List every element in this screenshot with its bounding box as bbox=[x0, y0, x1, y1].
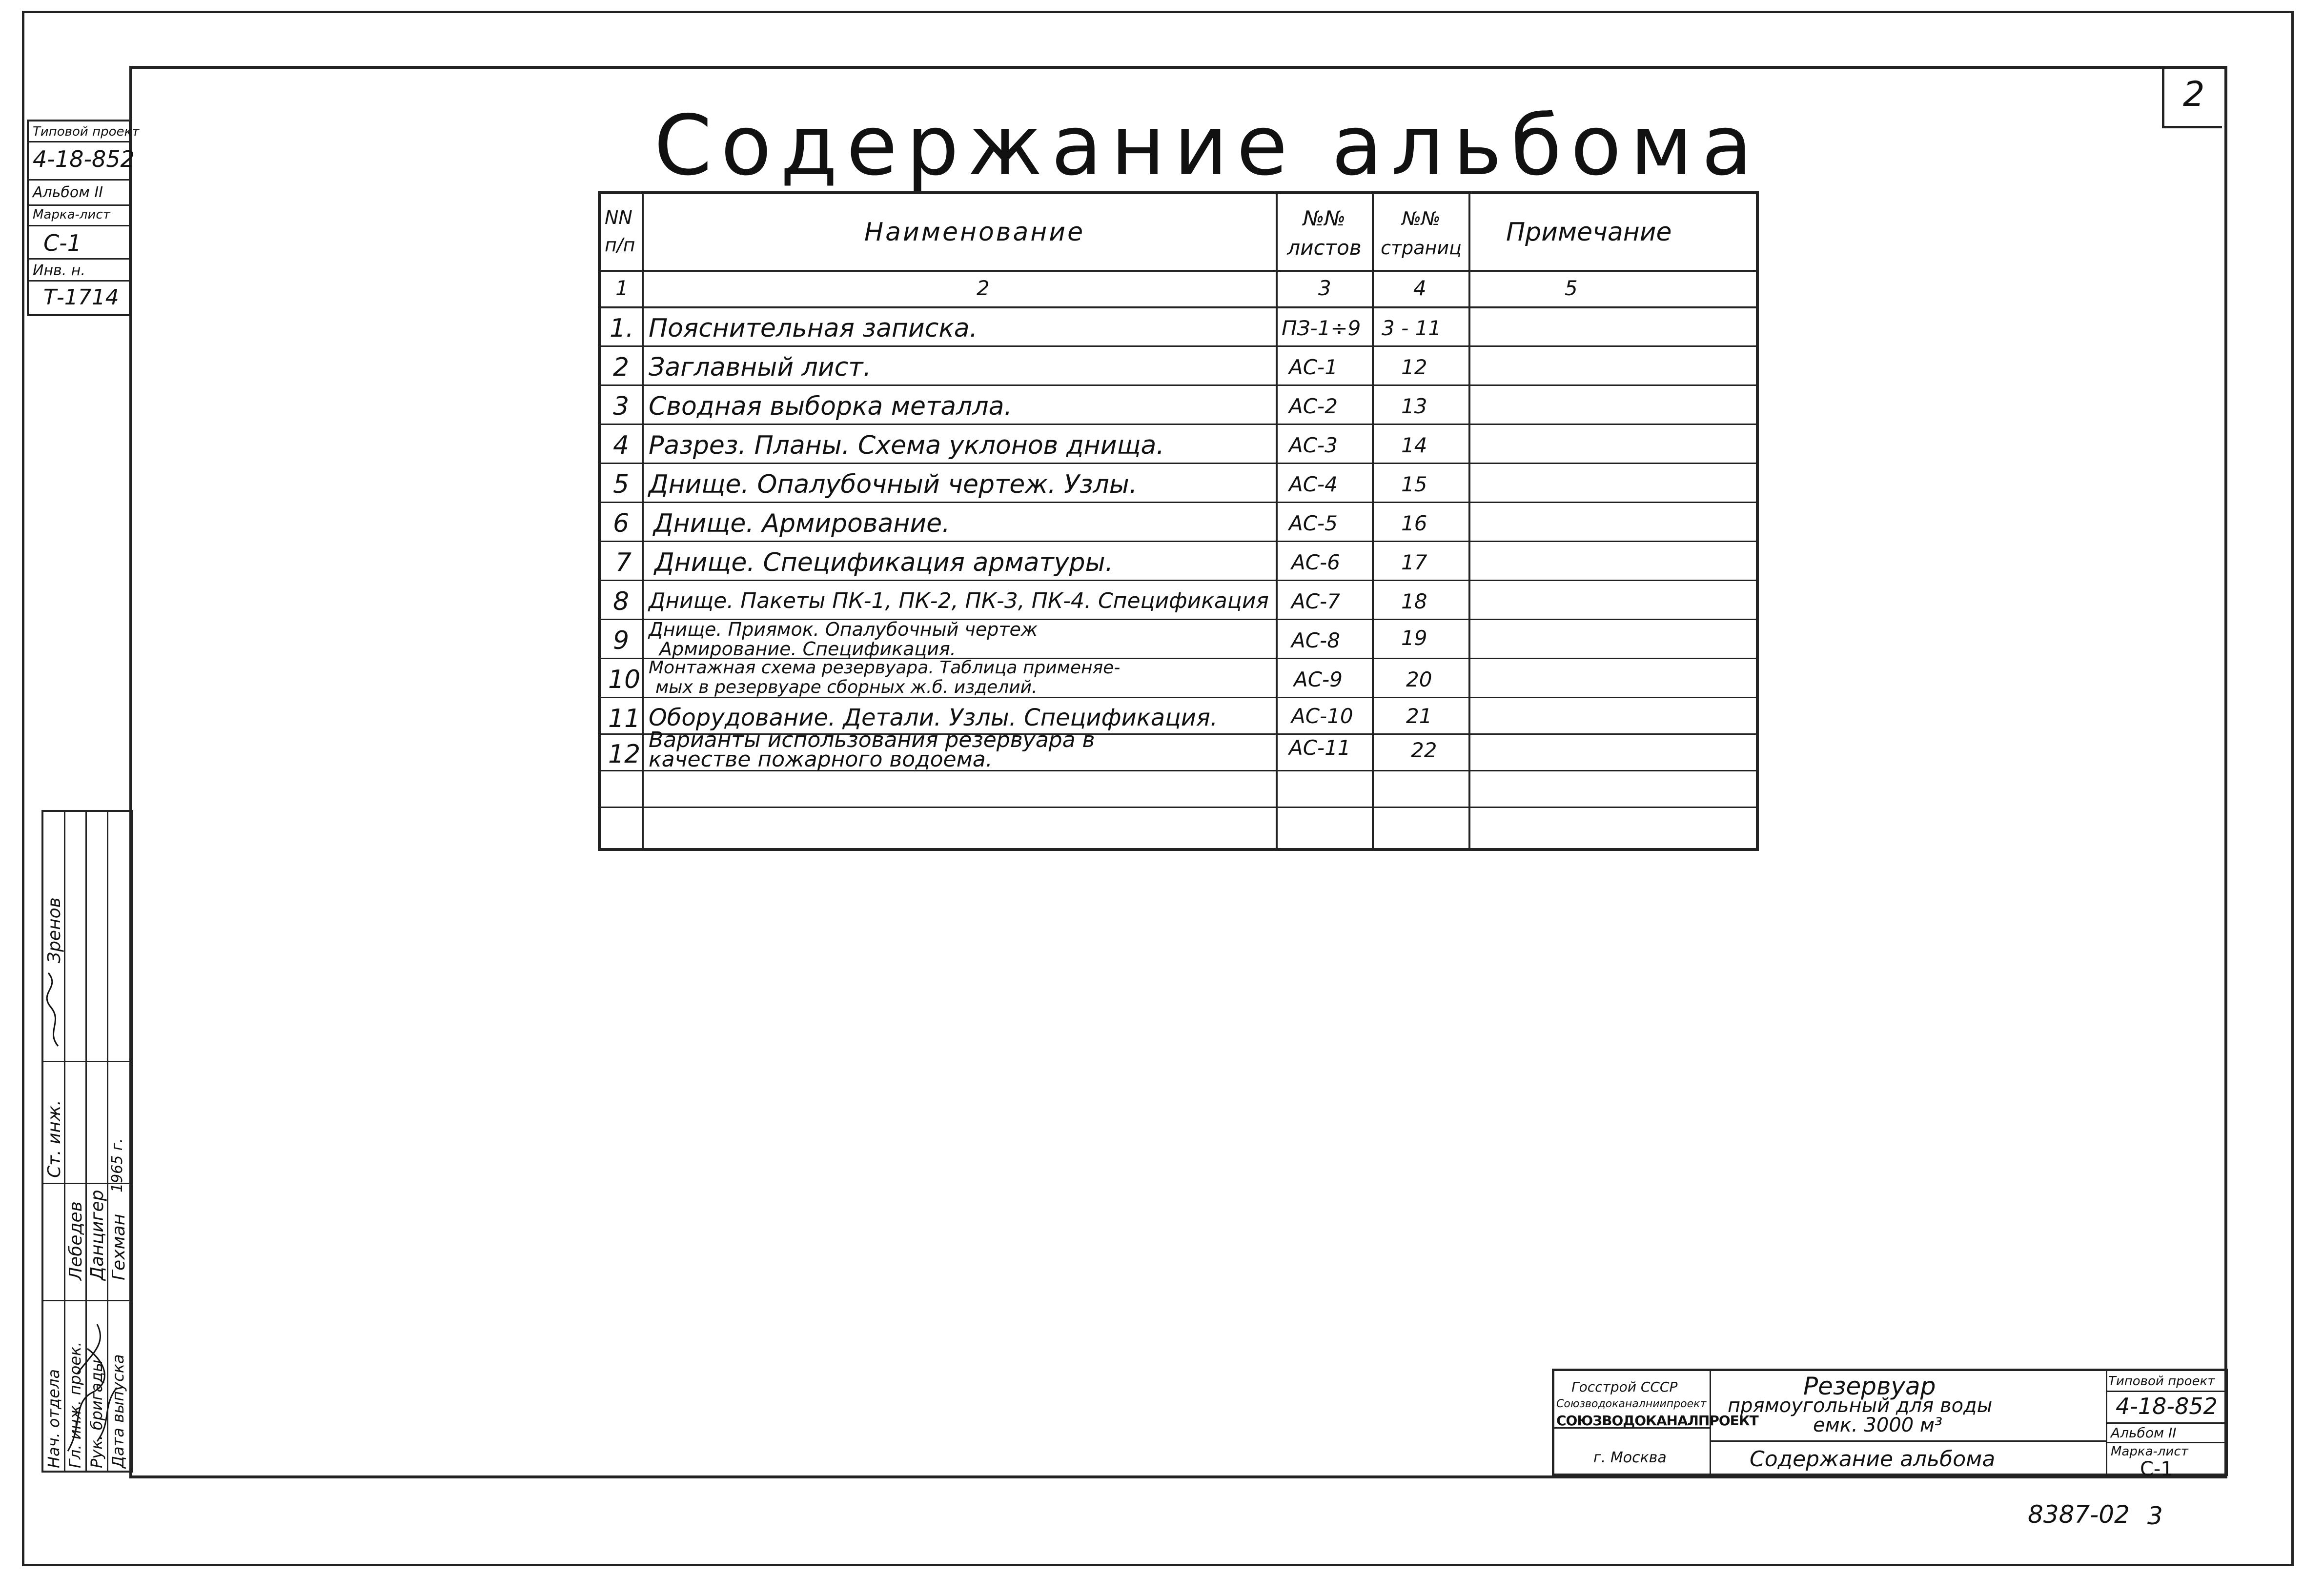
left-stamp-album: Альбом II bbox=[33, 184, 103, 201]
stamp-org-institute: Союзводоканалниипроект bbox=[1556, 1398, 1707, 1410]
page-number: 3 bbox=[2147, 1502, 2163, 1530]
header-name: Наименование bbox=[864, 218, 1085, 247]
row-10-sheet: АС-9 bbox=[1294, 667, 1343, 691]
row-2-name: Заглавный лист. bbox=[649, 353, 872, 382]
row-8-page: 18 bbox=[1401, 589, 1427, 613]
colnum-3: 3 bbox=[1318, 276, 1331, 300]
row-6-page: 16 bbox=[1401, 511, 1427, 535]
row-5-page: 15 bbox=[1401, 472, 1427, 496]
left-stamp-project-number: 4-18-852 bbox=[33, 146, 135, 172]
row-12-num: 12 bbox=[608, 740, 641, 769]
header-sheets: №№ листов bbox=[1287, 206, 1362, 260]
row-11-page: 21 bbox=[1406, 704, 1432, 728]
row-4-num: 4 bbox=[613, 431, 630, 460]
document-code: 8387-02 bbox=[2028, 1500, 2130, 1529]
colnum-2: 2 bbox=[977, 276, 990, 300]
row-4-sheet: АС-3 bbox=[1289, 433, 1338, 457]
row-12-name: Варианты использования резервуара в bbox=[649, 727, 1095, 752]
row-9-page: 19 bbox=[1401, 626, 1427, 650]
row-10-name: Монтажная схема резервуара. Таблица применяе- bbox=[649, 658, 1121, 678]
left-stamp-mark-label: Марка-лист bbox=[33, 207, 110, 222]
row-5-num: 5 bbox=[613, 470, 630, 499]
role-head-of-department: Нач. отдела bbox=[44, 1369, 63, 1468]
colnum-1: 1 bbox=[615, 276, 629, 300]
row-2-num: 2 bbox=[613, 353, 630, 382]
left-stamp-inv-number: Т-1714 bbox=[43, 285, 119, 310]
row-12-sheet: АС-11 bbox=[1289, 736, 1351, 760]
stamp-album: Альбом II bbox=[2111, 1425, 2177, 1441]
left-project-stamp bbox=[27, 120, 140, 316]
row-2-sheet: АС-1 bbox=[1289, 355, 1338, 379]
stamp-object-line2: прямоугольный для воды bbox=[1728, 1394, 1993, 1417]
row-1-name: Пояснительная записка. bbox=[649, 314, 978, 343]
row-7-num: 7 bbox=[615, 548, 632, 577]
row-11-sheet: АС-10 bbox=[1291, 704, 1353, 728]
row-9-name-line2: Армирование. Спецификация. bbox=[659, 638, 956, 660]
role-chief-engineer: Гл. инж. проек. bbox=[66, 1341, 84, 1468]
row-11-num: 11 bbox=[608, 704, 641, 733]
stamp-project-number: 4-18-852 bbox=[2116, 1393, 2218, 1419]
row-1-page: 3 - 11 bbox=[1382, 316, 1442, 340]
row-1-sheet: ПЗ-1÷9 bbox=[1282, 316, 1361, 340]
row-3-num: 3 bbox=[613, 392, 630, 421]
stamp-sheet-title: Содержание альбома bbox=[1750, 1447, 1996, 1472]
row-6-num: 6 bbox=[613, 509, 630, 538]
left-stamp-inv-label: Инв. н. bbox=[33, 262, 85, 279]
role-release-date: Дата выпуска bbox=[109, 1354, 127, 1468]
row-2-page: 12 bbox=[1401, 355, 1427, 379]
role-team-lead: Рук. бригады bbox=[87, 1359, 106, 1468]
row-6-name: Днище. Армирование. bbox=[653, 509, 950, 538]
left-stamp-project-label: Типовой проект bbox=[33, 124, 140, 139]
signature-scribbles bbox=[63, 1305, 126, 1461]
row-6-sheet: АС-5 bbox=[1289, 511, 1338, 535]
row-1-num: 1. bbox=[610, 314, 634, 343]
row-7-sheet: АС-6 bbox=[1291, 550, 1340, 574]
name-gekhman: Гехман bbox=[109, 1213, 129, 1280]
colnum-4: 4 bbox=[1413, 276, 1427, 300]
senior-engineer-role: Ст. инж. bbox=[44, 1100, 64, 1178]
row-9-name: Днище. Приямок. Опалубочный чертеж bbox=[649, 619, 1038, 640]
sheet-number-box bbox=[2162, 68, 2222, 128]
stamp-object-line3: емк. 3000 м³ bbox=[1813, 1414, 1943, 1436]
row-9-num: 9 bbox=[613, 626, 630, 655]
release-year: 1965 г. bbox=[109, 1138, 126, 1192]
row-3-page: 13 bbox=[1401, 394, 1427, 418]
senior-engineer-name: Зренов bbox=[44, 897, 64, 963]
row-5-sheet: АС-4 bbox=[1289, 472, 1338, 496]
title-block-stamp bbox=[1552, 1369, 2228, 1480]
row-3-sheet: АС-2 bbox=[1289, 394, 1338, 418]
row-10-page: 20 bbox=[1406, 667, 1432, 691]
stamp-project-label: Типовой проект bbox=[2108, 1374, 2215, 1389]
header-note: Примечание bbox=[1506, 218, 1672, 247]
row-8-sheet: АС-7 bbox=[1291, 589, 1340, 613]
row-12-page: 22 bbox=[1411, 738, 1437, 762]
row-9-sheet: АС-8 bbox=[1291, 628, 1340, 652]
row-8-name: Днище. Пакеты ПК-1, ПК-2, ПК-3, ПК-4. Спецификация bbox=[649, 588, 1269, 613]
row-7-page: 17 bbox=[1401, 550, 1427, 574]
row-11-name: Оборудование. Детали. Узлы. Спецификация. bbox=[649, 704, 1218, 731]
stamp-org-main: СОЮЗВОДОКАНАЛПРОЕКТ bbox=[1556, 1413, 1758, 1429]
stamp-city: г. Москва bbox=[1593, 1449, 1667, 1466]
stamp-mark-label: Марка-лист bbox=[2111, 1444, 2188, 1459]
row-10-name-line2: мых в резервуаре сборных ж.б. изделий. bbox=[655, 677, 1038, 697]
row-5-name: Днище. Опалубочный чертеж. Узлы. bbox=[649, 470, 1138, 499]
left-stamp-mark: С-1 bbox=[43, 230, 82, 256]
row-7-name: Днище. Спецификация арматуры. bbox=[654, 548, 1114, 577]
stamp-mark: С-1 bbox=[2140, 1458, 2173, 1480]
contents-table bbox=[598, 191, 1759, 851]
row-4-page: 14 bbox=[1401, 433, 1427, 457]
name-lebedev: Лебедев bbox=[66, 1201, 86, 1280]
senior-signature bbox=[43, 963, 65, 1051]
name-dantsiger: Данцигер bbox=[87, 1190, 107, 1280]
header-num: NN п/п bbox=[605, 207, 635, 256]
row-3-name: Сводная выборка металла. bbox=[649, 392, 1013, 421]
row-8-num: 8 bbox=[613, 587, 630, 616]
page-title: Содержание альбома bbox=[654, 98, 1761, 194]
header-pages: №№ страниц bbox=[1381, 208, 1462, 259]
row-10-num: 10 bbox=[608, 665, 641, 694]
left-signature-strip bbox=[41, 810, 133, 1473]
sheet-number: 2 bbox=[2183, 74, 2205, 114]
row-12-name-line2: качестве пожарного водоема. bbox=[649, 747, 993, 772]
row-4-name: Разрез. Планы. Схема уклонов днища. bbox=[649, 431, 1164, 460]
stamp-object-line1: Резервуар bbox=[1803, 1372, 1936, 1400]
stamp-org-gosstroy: Госстрой СССР bbox=[1571, 1379, 1678, 1395]
colnum-5: 5 bbox=[1565, 276, 1578, 300]
